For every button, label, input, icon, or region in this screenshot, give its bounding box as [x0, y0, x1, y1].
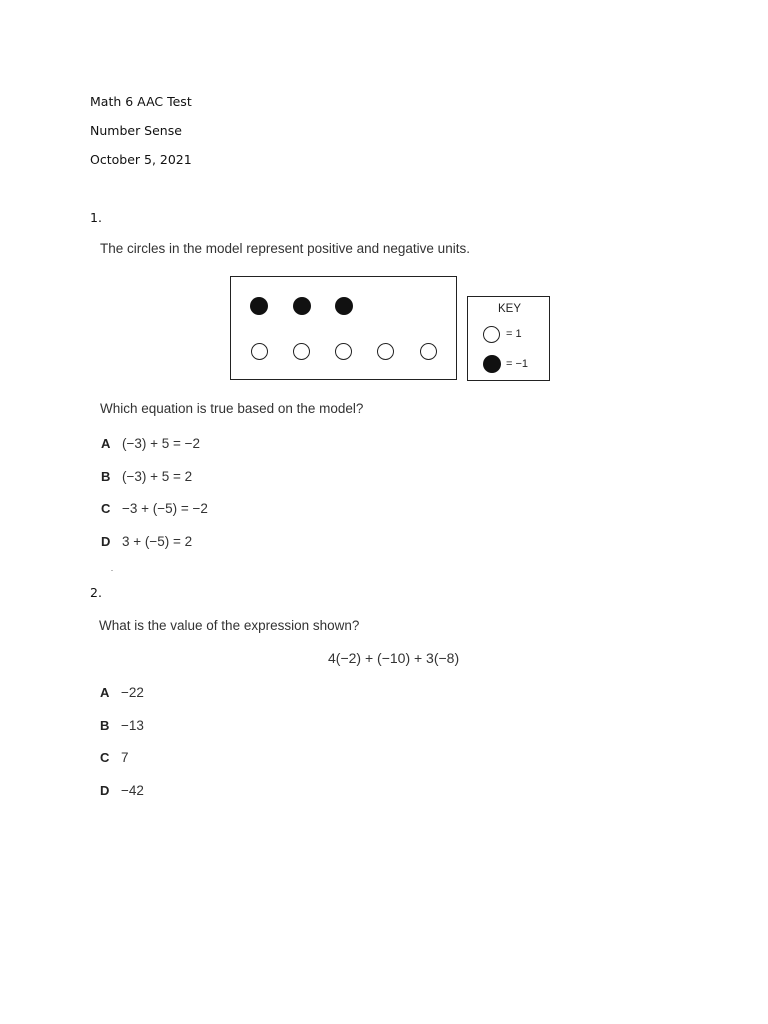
key-negative-counter	[483, 355, 501, 373]
answer-option[interactable]	[100, 750, 129, 765]
option-letter: D	[100, 783, 110, 798]
key-positive-label: = 1	[506, 328, 522, 340]
counter-model	[230, 276, 457, 380]
option-text: −42	[121, 783, 144, 798]
question-1-prompt: The circles in the model represent positive and negative units.	[100, 241, 470, 256]
question-2-number: 2.	[90, 585, 102, 600]
key-positive-counter	[483, 326, 500, 343]
option-letter: C	[100, 750, 110, 765]
negative-counter	[293, 297, 311, 315]
question-2-prompt: What is the value of the expression shown?	[99, 618, 360, 633]
answer-option[interactable]	[101, 469, 192, 484]
answer-option[interactable]	[101, 436, 200, 451]
option-text: −13	[121, 718, 144, 733]
answer-option[interactable]	[100, 718, 144, 733]
key-title: KEY	[498, 303, 522, 315]
positive-counter	[335, 343, 352, 360]
positive-counter	[420, 343, 437, 360]
question-1-number: 1.	[90, 210, 102, 225]
model-key	[467, 296, 550, 381]
positive-counter	[377, 343, 394, 360]
option-letter: C	[101, 501, 111, 516]
unit-title: Number Sense	[90, 123, 182, 138]
option-letter: B	[100, 718, 110, 733]
option-letter: A	[100, 685, 110, 700]
option-text: −22	[121, 685, 144, 700]
positive-counter	[251, 343, 268, 360]
option-letter: D	[101, 534, 111, 549]
negative-counter	[250, 297, 268, 315]
test-date: October 5, 2021	[90, 152, 192, 167]
option-letter: B	[101, 469, 111, 484]
expression: 4(−2) + (−10) + 3(−8)	[328, 650, 460, 666]
key-negative-label: = −1	[506, 358, 529, 370]
option-text: 7	[121, 750, 129, 765]
answer-option[interactable]	[100, 685, 144, 700]
answer-option[interactable]	[101, 501, 208, 516]
scan-speck	[111, 570, 113, 571]
option-text: (−3) + 5 = 2	[122, 469, 193, 484]
negative-counter	[335, 297, 353, 315]
positive-counter	[293, 343, 310, 360]
question-1-stem: Which equation is true based on the model?	[100, 401, 364, 416]
option-text: (−3) + 5 = −2	[122, 436, 201, 451]
option-text: −3 + (−5) = −2	[122, 501, 208, 516]
option-text: 3 + (−5) = 2	[122, 534, 193, 549]
option-letter: A	[101, 436, 111, 451]
answer-option[interactable]	[101, 534, 192, 549]
answer-option[interactable]	[100, 783, 144, 798]
course-title: Math 6 AAC Test	[90, 94, 192, 109]
